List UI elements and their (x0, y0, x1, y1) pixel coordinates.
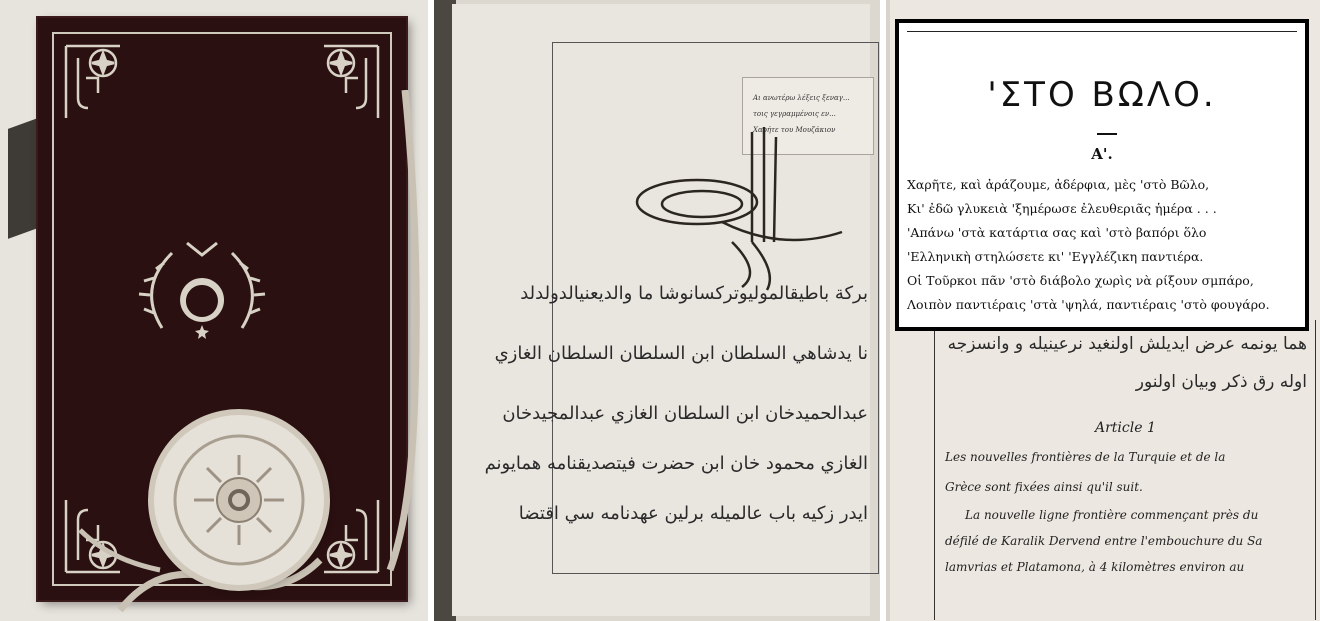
poem-section-label: Α'. (1091, 145, 1113, 163)
wax-seal (154, 415, 324, 585)
arabic-line-3: عبدالحميدخان ابن السلطان الغازي عبدالمجيدخان (502, 403, 868, 424)
arabic-line-1: بركة باطيقالموليوتركسانوشا ما والديعنيالدولدلد (520, 283, 868, 304)
treaty-article-heading: Article 1 (1095, 420, 1156, 436)
clipping-top-rule (907, 31, 1297, 32)
treaty-line-3: La nouvelle ligne frontière commençant près du (965, 508, 1259, 522)
treaty-line-1: Les nouvelles frontières de la Turquie et de la (945, 450, 1226, 464)
treaty-arabic-line-2: اوله رق ذكر وبيان اولنور (1135, 372, 1307, 392)
title-dash (1097, 133, 1117, 135)
stamp-line-1: Αι ανωτέρω λέξεις ξεναγ... (753, 94, 850, 102)
treaty-frame (934, 320, 1316, 620)
poem-line-4: 'Ελληνικὴ στηλώσετε κι' 'Εγγλέζικη παντιέρα. (907, 249, 1204, 264)
treaty-arabic-line-1: هما يونمه عرض ايديلش اولنغيد نرعينيله و وانسزجه (947, 334, 1307, 354)
arabic-line-4: الغازي محمود خان ابن حضرت فيتصديقنامه همايونم (484, 453, 868, 474)
stamp-line-3: Χαρήτε του Μουζάκιον (753, 126, 836, 134)
cover-photo-panel (0, 0, 428, 621)
treaty-line-4: défilé de Karalik Dervend entre l'embouchure du Sa (945, 534, 1263, 548)
poem-line-6: Λοιπὸν παντιέραις 'στὰ 'ψηλά, παντιέραις 'στὸ φουγάρο. (907, 297, 1270, 312)
treaty-line-5: lamvrias et Platamona, à 4 kilomètres environ au (945, 560, 1245, 574)
poem-line-2: Κι' ἐδῶ γλυκειὰ 'ξημέρωσε ἐλευθεριᾶς ἡμέρα . . . (907, 201, 1217, 216)
greek-poem-clipping (895, 19, 1309, 331)
stamp-line-2: τοις γεγραμμένοις εν... (753, 110, 836, 118)
poem-line-1: Χαρῆτε, καὶ ἀράζουμε, ἀδέρφια, μὲς 'στὸ Βῶλο, (907, 177, 1210, 192)
treaty-line-2: Grèce sont fixées ainsi qu'il suit. (945, 480, 1143, 494)
poem-line-5: Οἱ Τοῦρκοι πᾶν 'στὸ διάβολο χωρὶς νὰ ρίξουν σμπάρο, (907, 273, 1254, 288)
poem-line-3: 'Απάνω 'στὰ κατάρτια σας καὶ 'στὸ βαπόρι ὅλο (907, 225, 1207, 240)
firman-photo-panel (434, 0, 880, 621)
poem-title: 'ΣΤΟ ΒΩΛΟ. (987, 75, 1217, 115)
arabic-line-5: ايدر زكيه باب عالميله برلين عهدنامه سي اقتضا (518, 503, 868, 524)
starburst-seal-icon (154, 415, 324, 585)
arabic-line-2: نا يدشاهي السلطان ابن السلطان السلطان الغازي (494, 343, 868, 364)
firman-page (452, 4, 870, 616)
calligraphy-frame (484, 42, 879, 574)
poem-stanza (907, 173, 1297, 317)
